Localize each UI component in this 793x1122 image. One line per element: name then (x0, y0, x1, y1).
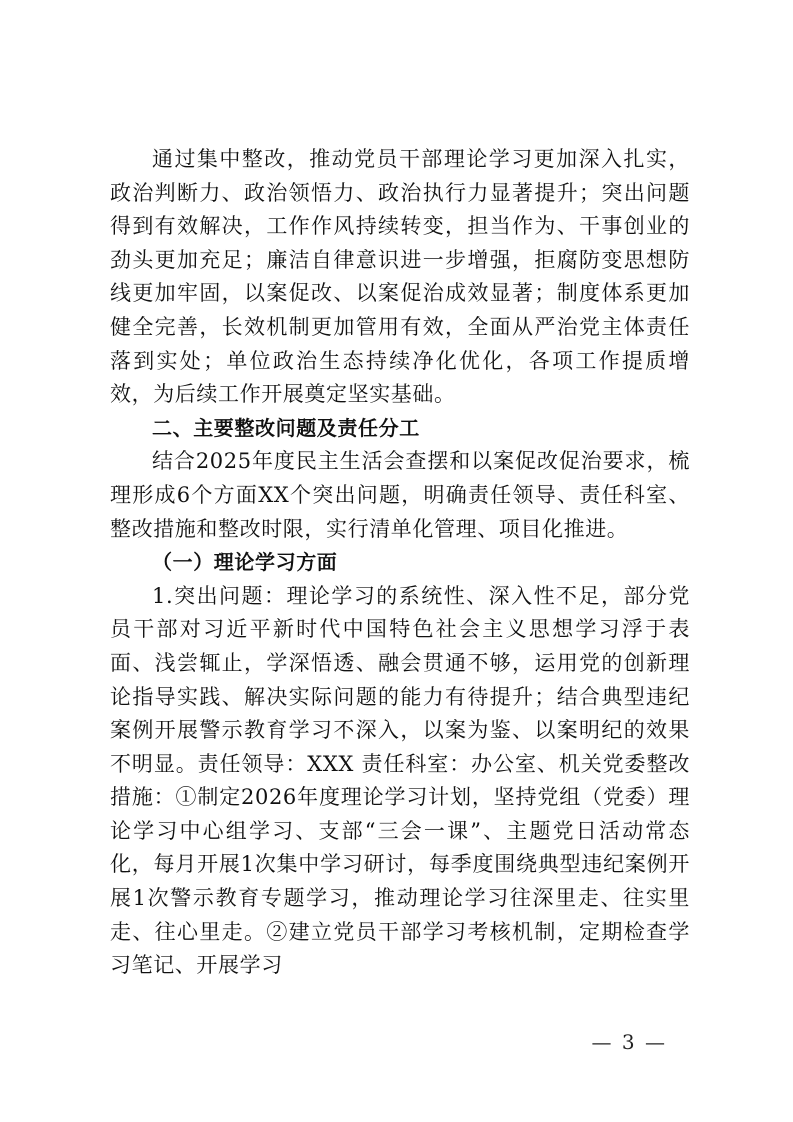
document-body (110, 143, 690, 983)
page-number: — 3 — (591, 1030, 667, 1054)
paragraph-goals: 通过集中整改，推动党员干部理论学习更加深入扎实，政治判断力、政治领悟力、政治执行力显著提升；突出问题得到有效解决，工作作风持续转变，担当作为、干事创业的劲头更加充足；廉洁自律意识进一步增强，拒腐防变思想防线更加牢固，以案促改、以案促治成效显著；制度体系更加健全完善，长效机制更加管用有效，全面从严治党主体责任落到实处；单位政治生态持续净化优化，各项工作提质增效，为后续工作开展奠定坚实基础。 (110, 147, 690, 407)
subsection-heading-theory-study: （一）理论学习方面 (152, 550, 338, 575)
section-heading-main-issues: 二、主要整改问题及责任分工 (152, 415, 420, 440)
paragraph-issue-overview: 结合2025年度民主生活会查摆和以案促改促治要求，梳理形成6个方面XX个突出问题，明确责任领导、责任科室、整改措施和整改时限，实行清单化管理、项目化推进。 (110, 449, 690, 541)
paragraph-theory-study-issue: 1.突出问题：理论学习的系统性、深入性不足，部分党员干部对习近平新时代中国特色社会主义思想学习浮于表面、浅尝辄止，学深悟透、融会贯通不够，运用党的创新理论指导实践、解决实际问题的能力有待提升；结合典型违纪案例开展警示教育学习不深入，以案为鉴、以案明纪的效果不明显。责任领导：XXX 责任科室：办公室、机关党委整改措施：①制定2026年度理论学习计划，坚持党组（党委）理论学习中心组学习、支部“三会一课”、主题党日活动常态化，每月开展1次集中学习研讨，每季度围绕典型违纪案例开展1次警示教育专题学习，推动理论学习往深里走、往实里走、往心里走。②建立党员干部学习考核机制，定期检查学习笔记、开展学习 (110, 583, 690, 978)
